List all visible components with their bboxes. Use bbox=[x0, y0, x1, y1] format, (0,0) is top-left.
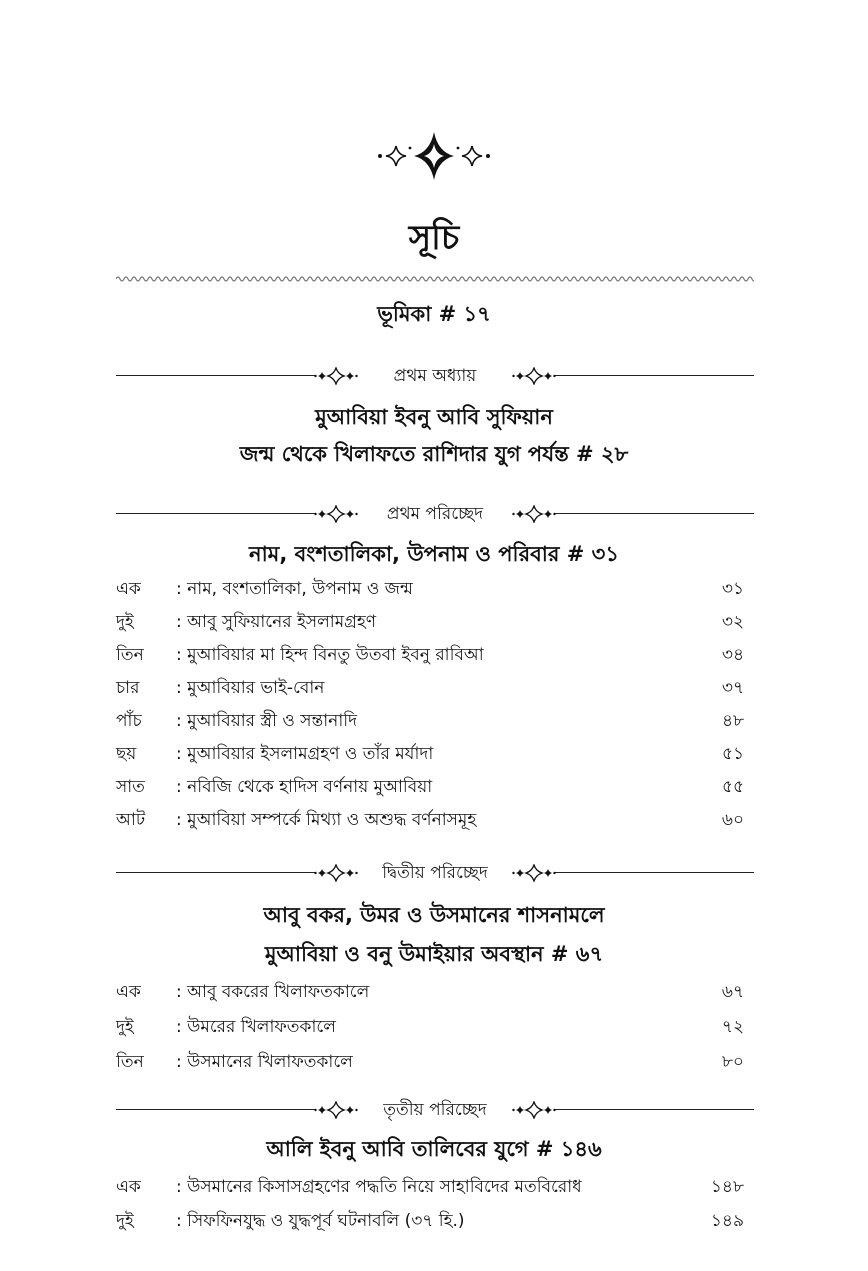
entry-number: আট bbox=[116, 810, 146, 830]
entry-page: ৩৭ bbox=[721, 678, 744, 698]
section-label: প্রথম পরিচ্ছেদ bbox=[386, 504, 484, 524]
entry-title: : নবিজি থেকে হাদিস বর্ণনায় মুআবিয়া bbox=[176, 777, 433, 797]
chapter-title-line2: জন্ম থেকে খিলাফতে রাশিদার যুগ পর্যন্ত # ২৮ bbox=[239, 442, 629, 466]
entry-number: সাত bbox=[116, 777, 145, 797]
toc-entry[interactable] bbox=[116, 640, 744, 670]
entry-title: : মুআবিয়া সম্পর্কে মিথ্যা ও অশুদ্ধ বর্ণনাসমূহ bbox=[176, 810, 477, 830]
entry-number: এক bbox=[116, 1177, 141, 1197]
entry-number: দুই bbox=[116, 612, 134, 632]
toc-entry[interactable] bbox=[116, 1047, 744, 1077]
wavy-rule bbox=[116, 274, 754, 284]
entry-title: : উসমানের খিলাফতকালে bbox=[176, 1052, 353, 1072]
entry-title: : নাম, বংশতালিকা, উপনাম ও জন্ম bbox=[176, 579, 413, 599]
section-heading: নাম, বংশতালিকা, উপনাম ও পরিবার # ৩১ bbox=[249, 542, 619, 566]
entry-number: দুই bbox=[116, 1211, 134, 1231]
chapter-title-line1: মুআবিয়া ইবনু আবি সুফিয়ান bbox=[315, 405, 553, 429]
diamond-ornament-icon bbox=[374, 128, 494, 184]
entry-page: ৩২ bbox=[721, 612, 744, 632]
section-heading-line2: মুআবিয়া ও বনু উমাইয়ার অবস্থান # ৬৭ bbox=[264, 942, 604, 966]
entry-number: তিন bbox=[116, 645, 144, 665]
entry-page: ১৪৯ bbox=[710, 1211, 744, 1231]
toc-entry[interactable] bbox=[116, 772, 744, 802]
entry-number: দুই bbox=[116, 1017, 134, 1037]
toc-entry[interactable] bbox=[116, 977, 744, 1007]
entry-title: : সিফফিনযুদ্ধ ও যুদ্ধপূর্ব ঘটনাবলি (৩৭ হি.) bbox=[176, 1211, 465, 1231]
chapter-divider bbox=[116, 364, 754, 388]
entry-page: ৩৪ bbox=[721, 645, 744, 665]
entry-number: ছয় bbox=[116, 744, 137, 764]
section-label: দ্বিতীয় পরিচ্ছেদ bbox=[382, 863, 488, 883]
entry-number: চার bbox=[116, 678, 140, 698]
section-label: তৃতীয় পরিচ্ছেদ bbox=[383, 1100, 487, 1120]
entry-page: ৮০ bbox=[721, 1052, 744, 1072]
toc-entry[interactable] bbox=[116, 574, 744, 604]
entry-page: ৫১ bbox=[721, 744, 744, 764]
entry-page: ৫৫ bbox=[721, 777, 744, 797]
entry-page: ৭২ bbox=[721, 1017, 744, 1037]
toc-entry[interactable] bbox=[116, 1012, 744, 1042]
section-heading: আলি ইবনু আবি তালিবের যুগে # ১৪৬ bbox=[266, 1137, 602, 1161]
entry-title: : আবু সুফিয়ানের ইসলামগ্রহণ bbox=[176, 612, 377, 632]
entry-page: ৬০ bbox=[721, 810, 744, 830]
entry-title: : মুআবিয়ার মা হিন্দ বিনতু উতবা ইবনু রাবিআ bbox=[176, 645, 484, 665]
chapter-label: প্রথম অধ্যায় bbox=[393, 366, 477, 386]
toc-entry[interactable] bbox=[116, 1172, 744, 1202]
entry-title: : উমরের খিলাফতকালে bbox=[176, 1017, 336, 1037]
entry-page: ৩১ bbox=[721, 579, 744, 599]
section-divider bbox=[116, 1098, 754, 1122]
entry-number: এক bbox=[116, 579, 141, 599]
entry-title: : মুআবিয়ার ভাই-বোন bbox=[176, 678, 325, 698]
section-divider bbox=[116, 861, 754, 885]
entry-page: ৬৭ bbox=[721, 982, 744, 1002]
toc-entry[interactable] bbox=[116, 673, 744, 703]
entry-title: : উসমানের কিসাসগ্রহণের পদ্ধতি নিয়ে সাহাবিদের মতবিরোধ bbox=[176, 1177, 582, 1197]
section-heading-line1: আবু বকর, উমর ও উসমানের শাসনামলে bbox=[263, 903, 605, 927]
toc-entry[interactable] bbox=[116, 739, 744, 769]
toc-entry[interactable] bbox=[116, 1206, 744, 1236]
entry-number: এক bbox=[116, 982, 141, 1002]
entry-title: : আবু বকরের খিলাফতকালে bbox=[176, 982, 370, 1002]
toc-entry[interactable] bbox=[116, 805, 744, 835]
entry-title: : মুআবিয়ার স্ত্রী ও সন্তানাদি bbox=[176, 711, 358, 731]
entry-number: তিন bbox=[116, 1052, 144, 1072]
intro-entry: ভূমিকা # ১৭ bbox=[377, 302, 491, 326]
toc-entry[interactable] bbox=[116, 607, 744, 637]
page-title: সূচি bbox=[408, 218, 460, 258]
section-divider bbox=[116, 502, 754, 526]
entry-title: : মুআবিয়ার ইসলামগ্রহণ ও তাঁর মর্যাদা bbox=[176, 744, 434, 764]
entry-number: পাঁচ bbox=[116, 711, 142, 731]
entry-page: ১৪৮ bbox=[710, 1177, 744, 1197]
entry-page: ৪৮ bbox=[721, 711, 744, 731]
toc-entry[interactable] bbox=[116, 706, 744, 736]
